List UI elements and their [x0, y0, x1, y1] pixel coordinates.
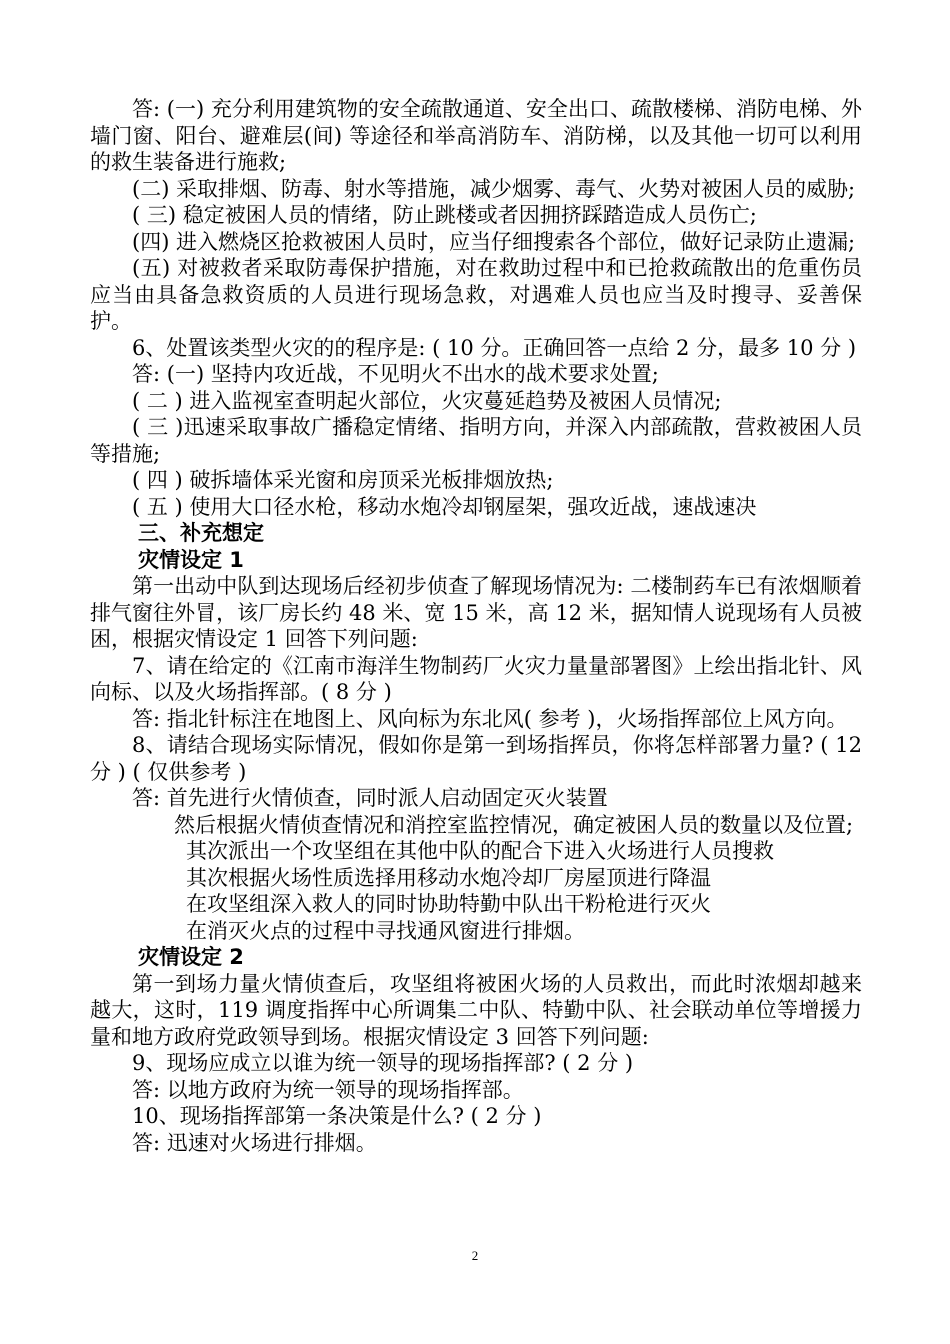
document-body	[90, 96, 862, 1156]
paragraph: (四) 进入燃烧区抢救被困人员时，应当仔细搜索各个部位，做好记录防止遗漏;	[132, 229, 856, 254]
question-10: 10、现场指挥部第一条决策是什么? ( 2 分 )	[132, 1104, 542, 1128]
paragraph: ( 五 ) 使用大口径水枪，移动水炮冷却钢屋架，强攻近战，速战速决	[132, 494, 757, 519]
paragraph: 其次根据火场性质选择用移动水炮冷却厂房屋顶进行降温	[186, 865, 711, 890]
question-7: 7、请在给定的《江南市海洋生物制药厂火灾力量量部署图》上绘出指北针、风向标、以及火场指挥部。( 8 分 )	[90, 653, 862, 704]
section-heading: 三、补充想定	[138, 521, 264, 545]
paragraph: 然后根据火情侦查情况和消控室监控情况，确定被困人员的数量以及位置;	[174, 812, 854, 837]
paragraph: 答: 首先进行火情侦查，同时派人启动固定灭火装置	[132, 786, 608, 810]
paragraph: 答: (一) 坚持内攻近战，不见明火不出水的战术要求处置;	[132, 362, 659, 386]
page-number: 2	[471, 1248, 479, 1263]
question-6: 6、处置该类型火灾的的程序是: ( 10 分。正确回答一点给 2 分，最多 10 分 )	[132, 335, 857, 360]
paragraph: 答: 以地方政府为统一领导的现场指挥部。	[132, 1077, 524, 1102]
subsection-heading: 灾情设定 1	[138, 547, 244, 572]
paragraph: 其次派出一个攻坚组在其他中队的配合下进入火场进行人员搜救	[186, 839, 774, 863]
paragraph: 第一到场力量火情侦查后，攻坚组将被困火场的人员救出，而此时浓烟却越来越大，这时，119 调度指挥中心所调集二中队、特勤中队、社会联动单位等增援力量和地方政府党政领导到场。根据灾情设定 3 回答下列问题:	[90, 971, 862, 1049]
paragraph: 答: (一) 充分利用建筑物的安全疏散通道、安全出口、疏散楼梯、消防电梯、外墙门窗、阳台、避难层(间) 等途径和举高消防车、消防梯，以及其他一切可以利用的救生装备进行施救;	[90, 97, 862, 174]
paragraph: ( 三) 稳定被困人员的情绪，防止跳楼或者因拥挤踩踏造成人员伤亡;	[132, 203, 757, 227]
paragraph: ( 四 ) 破拆墙体采光窗和房顶采光板排烟放热;	[132, 468, 554, 492]
paragraph: ( 二 ) 进入监视室查明起火部位，火灾蔓延趋势及被困人员情况;	[132, 388, 722, 413]
paragraph: 答: 迅速对火场进行排烟。	[132, 1130, 377, 1155]
paragraph: ( 三 )迅速采取事故广播稳定情绪、指明方向，并深入内部疏散，营救被困人员等措施;	[90, 415, 862, 466]
paragraph: 在消灭火点的过程中寻找通风窗进行排烟。	[186, 918, 585, 943]
paragraph: (五) 对被救者采取防毒保护措施，对在救助过程中和已抢救疏散出的危重伤员应当由具备急救资质的人员进行现场急救，对遇难人员也应当及时搜寻、妥善保护。	[90, 256, 862, 333]
paragraph: 答: 指北针标注在地图上、风向标为东北风( 参考 )，火场指挥部位上风方向。	[132, 706, 848, 731]
paragraph: (二) 采取排烟、防毒、射水等措施，减少烟雾、毒气、火势对被困人员的威胁;	[132, 176, 856, 201]
paragraph: 第一出动中队到达现场后经初步侦查了解现场情况为: 二楼制药车已有浓烟顺着排气窗往外冒，该厂房长约 48 米、宽 15 米，高 12 米，据知情人说现场有人员被困，根据灾情设定 1 回答下列问题:	[90, 574, 862, 651]
question-8: 8、请结合现场实际情况，假如你是第一到场指挥员，你将怎样部署力量? ( 12 分 ) ( 仅供参考 )	[90, 733, 862, 784]
subsection-heading: 灾情设定 2	[138, 945, 244, 969]
paragraph: 在攻坚组深入救人的同时协助特勤中队出干粉枪进行灭火	[186, 892, 711, 916]
question-9: 9、现场应成立以谁为统一领导的现场指挥部? ( 2 分 )	[132, 1051, 634, 1075]
